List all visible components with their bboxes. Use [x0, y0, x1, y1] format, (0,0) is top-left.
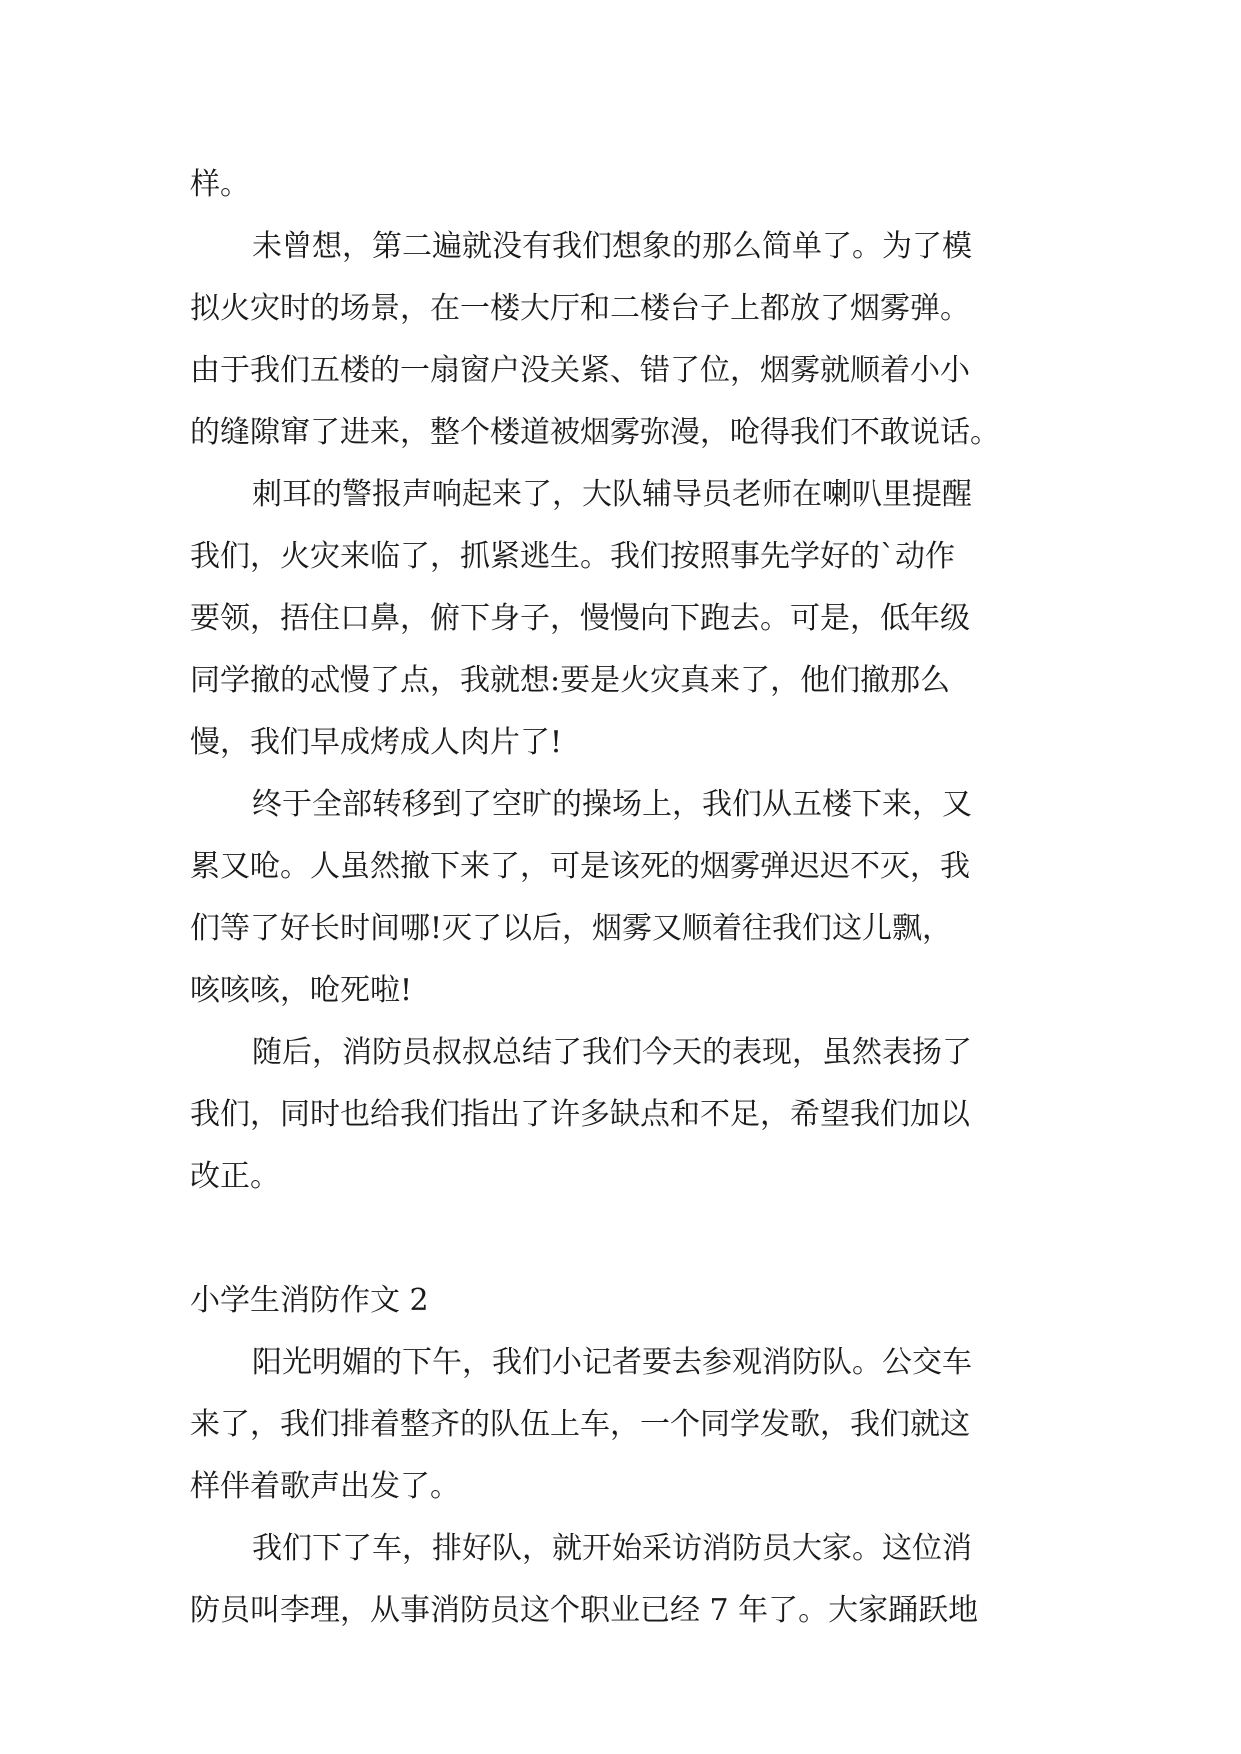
paragraph-line: 咳咳咳，呛死啦! — [190, 973, 413, 1008]
section-gap — [190, 1208, 1050, 1270]
paragraph-line: 同学撤的忒慢了点，我就想:要是火灾真来了，他们撤那么 — [190, 663, 951, 698]
paragraph-line: 我们，同时也给我们指出了许多缺点和不足，希望我们加以 — [190, 1097, 970, 1132]
paragraph-line: 来了，我们排着整齐的队伍上车，一个同学发歌，我们就这 — [190, 1407, 970, 1442]
paragraph — [190, 216, 1050, 464]
paragraph — [190, 1518, 1050, 1642]
paragraph-line: 我们下了车，排好队，就开始采访消防员大家。这位消 — [252, 1531, 972, 1566]
paragraph-line: 拟火灾时的场景，在一楼大厅和二楼台子上都放了烟雾弹。 — [190, 291, 970, 326]
paragraph-line: 阳光明媚的下午，我们小记者要去参观消防队。公交车 — [252, 1345, 972, 1380]
paragraph-line: 防员叫李理，从事消防员这个职业已经 7 年了。大家踊跃地 — [190, 1593, 979, 1628]
paragraph-line: 终于全部转移到了空旷的操场上，我们从五楼下来，又 — [252, 787, 972, 822]
paragraph-line: 我们，火灾来临了，抓紧逃生。我们按照事先学好的`动作 — [190, 539, 955, 574]
paragraph-line: 的缝隙窜了进来，整个楼道被烟雾弥漫，呛得我们不敢说话。 — [190, 415, 1000, 450]
paragraph-line: 刺耳的警报声响起来了，大队辅导员老师在喇叭里提醒 — [252, 477, 972, 512]
paragraph — [190, 1332, 1050, 1518]
paragraph-line: 未曾想，第二遍就没有我们想象的那么简单了。为了模 — [252, 229, 972, 264]
paragraph-line: 由于我们五楼的一扇窗户没关紧、错了位，烟雾就顺着小小 — [190, 353, 970, 388]
paragraph-line: 改正。 — [190, 1159, 280, 1194]
paragraph-line: 慢，我们早成烤成人肉片了! — [190, 725, 563, 760]
paragraph-line: 要领，捂住口鼻，俯下身子，慢慢向下跑去。可是，低年级 — [190, 601, 970, 636]
paragraph — [190, 774, 1050, 1022]
section-heading: 小学生消防作文 2 — [190, 1283, 429, 1318]
paragraph — [190, 464, 1050, 774]
paragraph-line: 样。 — [190, 167, 250, 202]
paragraph — [190, 1022, 1050, 1208]
paragraph-line: 随后，消防员叔叔总结了我们今天的表现，虽然表扬了 — [252, 1035, 972, 1070]
paragraph-line: 累又呛。人虽然撤下来了，可是该死的烟雾弹迟迟不灭，我 — [190, 849, 970, 884]
document-body — [190, 154, 1050, 1642]
paragraph-line: 样伴着歌声出发了。 — [190, 1469, 460, 1504]
paragraph-line: 们等了好长时间哪!灭了以后，烟雾又顺着往我们这儿飘， — [190, 911, 953, 946]
